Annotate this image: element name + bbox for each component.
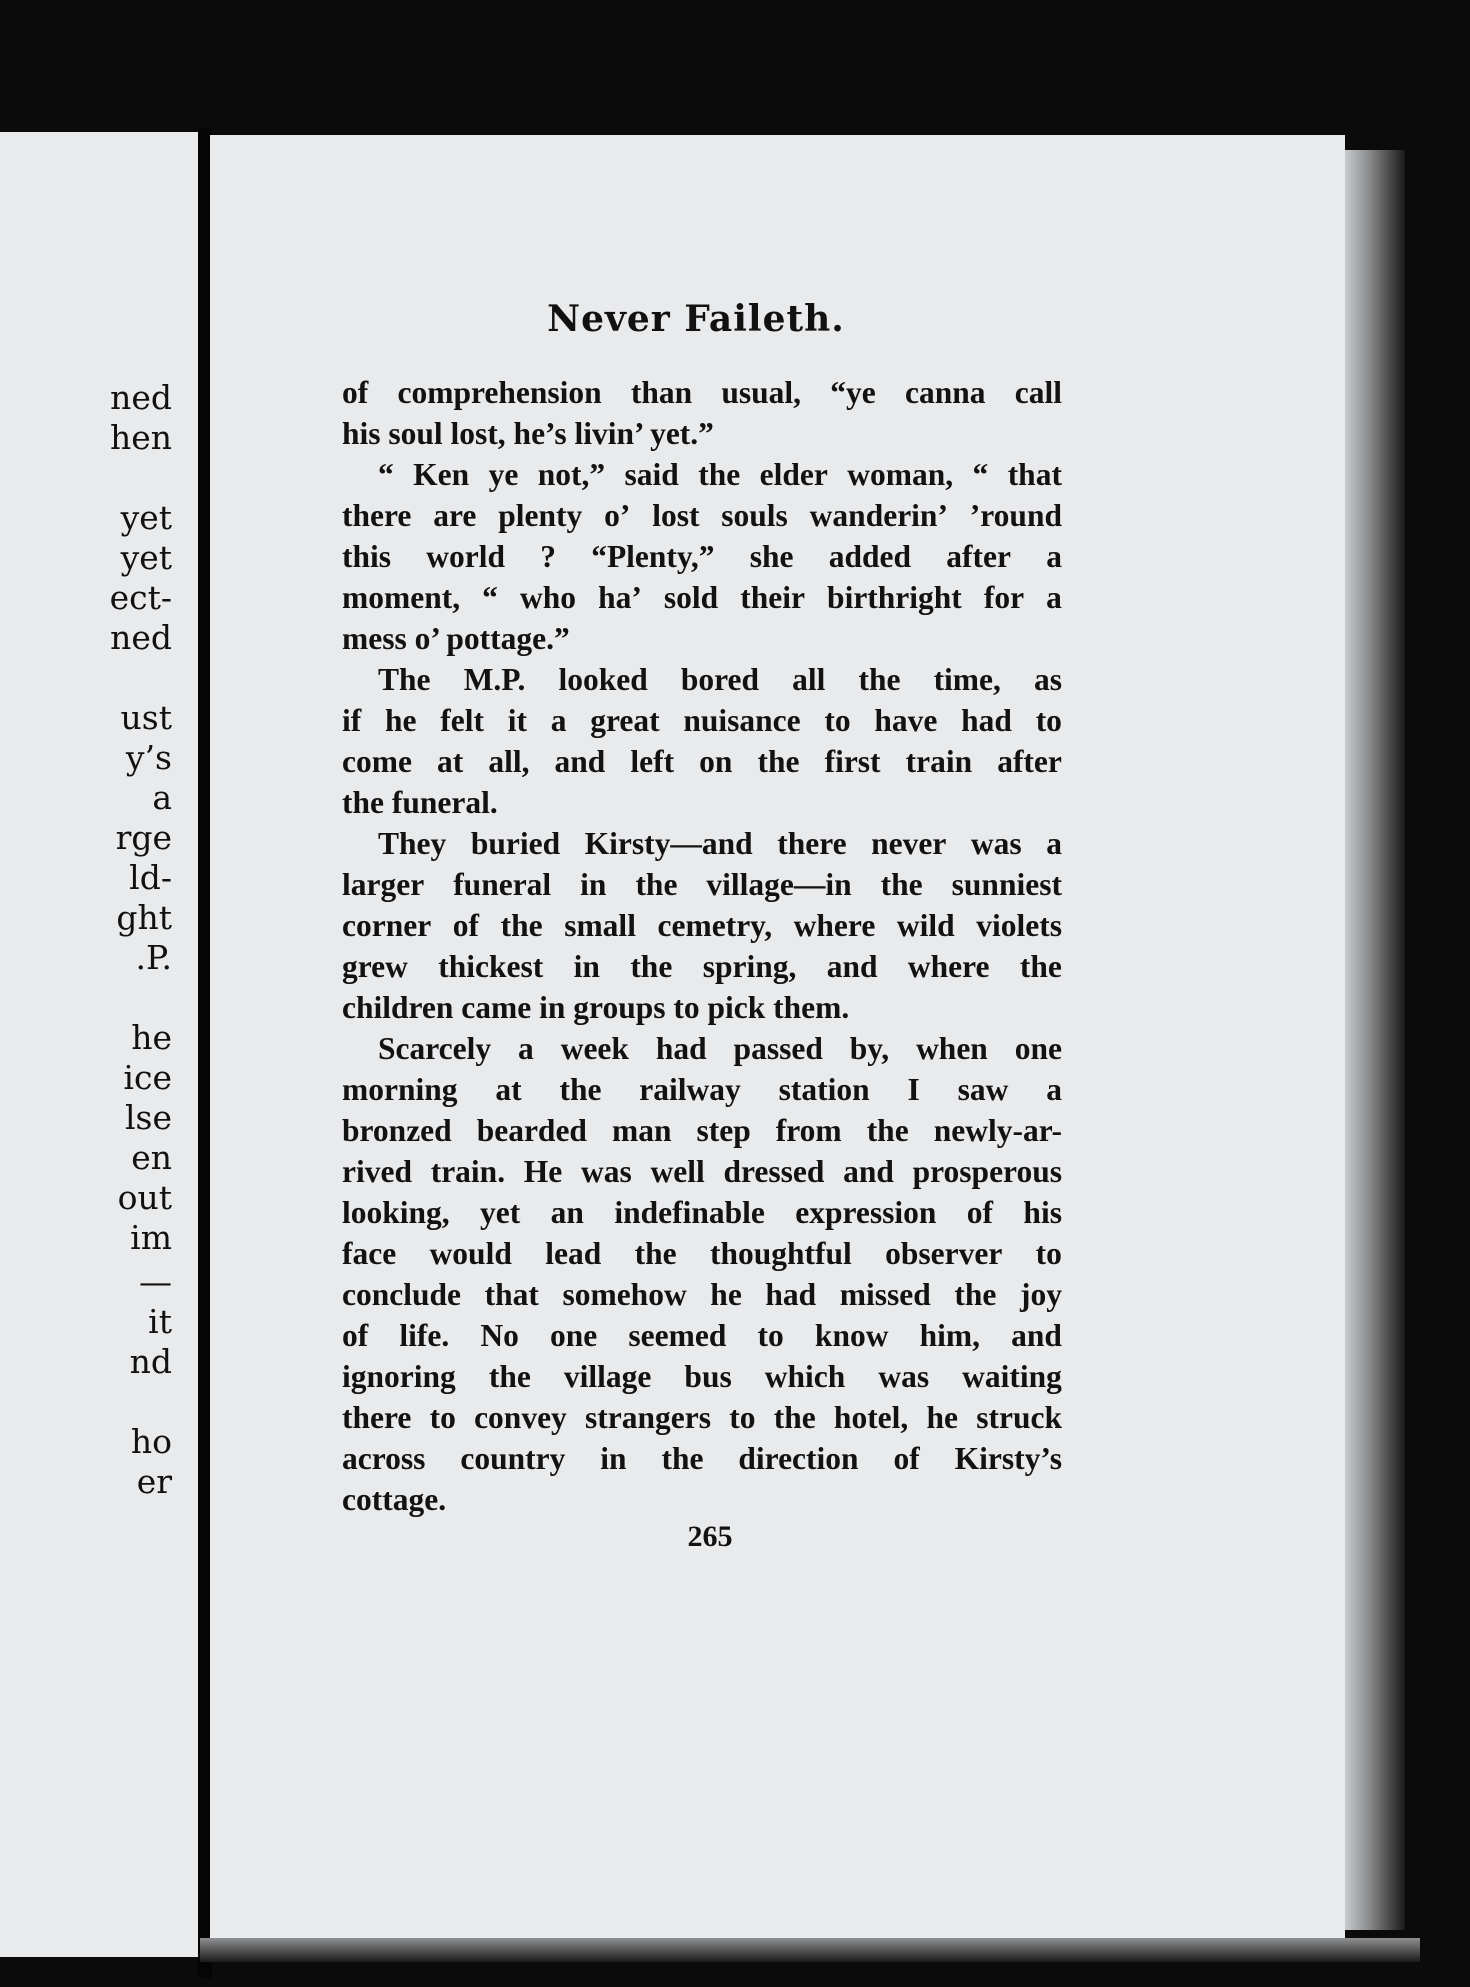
text-line: grew thickest in the spring, and where the <box>342 949 1062 984</box>
text-line: children came in groups to pick them. <box>342 990 850 1025</box>
text-line: across country in the direction of Kirsty’s <box>342 1441 1062 1476</box>
body-text <box>342 372 1062 1520</box>
left-page-fragment: nd <box>129 1342 172 1381</box>
left-page-fragment: ght <box>116 898 172 937</box>
left-page-fragment: ect- <box>109 578 172 617</box>
text-line: moment, “ who ha’ sold their birthright for a <box>342 580 1062 615</box>
left-page-fragment: er <box>136 1462 172 1501</box>
text-line: looking, yet an indefinable expression of his <box>342 1195 1062 1230</box>
text-line: conclude that somehow he had missed the joy <box>342 1277 1062 1312</box>
left-page-fragment: yet <box>120 538 172 577</box>
left-page-fragment: ned <box>110 378 172 417</box>
left-page-fragment: ust <box>120 698 172 737</box>
left-page-edge <box>0 132 200 1957</box>
left-page-fragment: a <box>152 778 172 817</box>
text-line: mess o’ pottage.” <box>342 621 570 656</box>
left-page-fragment: rge <box>115 818 172 857</box>
text-line: there are plenty o’ lost souls wanderin’ ’round <box>342 498 1062 533</box>
text-line: bronzed bearded man step from the newly-ar- <box>342 1113 1062 1148</box>
left-page-fragment: ld- <box>129 858 172 897</box>
text-line: Scarcely a week had passed by, when one <box>378 1031 1062 1066</box>
text-line: the funeral. <box>342 785 498 820</box>
text-line: rived train. He was well dressed and prosperous <box>342 1154 1062 1189</box>
left-page-fragment: — <box>139 1262 172 1301</box>
text-line: of life. No one seemed to know him, and <box>342 1318 1062 1353</box>
text-line: cottage. <box>342 1482 447 1517</box>
page-bottom-shadow <box>200 1938 1420 1962</box>
text-line: corner of the small cemetry, where wild violets <box>342 908 1062 943</box>
text-line: morning at the railway station I saw a <box>342 1072 1062 1107</box>
text-line: face would lead the thoughtful observer to <box>342 1236 1062 1271</box>
left-page-fragment: ned <box>110 618 172 657</box>
text-line: this world ? “Plenty,” she added after a <box>342 539 1062 574</box>
text-line: They buried Kirsty—and there never was a <box>378 826 1062 861</box>
text-line: The M.P. looked bored all the time, as <box>378 662 1062 697</box>
page-edge-shadow <box>1345 150 1405 1930</box>
text-line: “ Ken ye not,” said the elder woman, “ that <box>378 457 1062 492</box>
left-page-fragment: he <box>131 1018 172 1057</box>
running-header: Never Faileth. <box>547 298 845 340</box>
left-page-fragment: .P. <box>135 938 172 977</box>
left-page-fragment: im <box>130 1218 172 1257</box>
left-page-fragment: ho <box>130 1422 172 1461</box>
text-line: larger funeral in the village—in the sunniest <box>342 867 1062 902</box>
left-page-fragment: out <box>117 1178 172 1217</box>
left-page-fragment: hen <box>109 418 172 457</box>
left-page-fragment: en <box>131 1138 172 1177</box>
left-page-fragment: ice <box>123 1058 172 1097</box>
text-line: ignoring the village bus which was waiting <box>342 1359 1062 1394</box>
text-line: if he felt it a great nuisance to have had to <box>342 703 1062 738</box>
left-page-fragment: lse <box>124 1098 172 1137</box>
text-line: his soul lost, he’s livin’ yet.” <box>342 416 714 451</box>
left-page-fragment: yet <box>120 498 172 537</box>
text-line: come at all, and left on the first train after <box>342 744 1062 779</box>
left-page-fragment: y’s <box>125 738 172 777</box>
text-line: there to convey strangers to the hotel, he struck <box>342 1400 1062 1435</box>
text-line: of comprehension than usual, “ye canna call <box>342 375 1062 410</box>
page-number: 265 <box>687 1520 733 1553</box>
left-page-fragment: it <box>148 1302 172 1341</box>
